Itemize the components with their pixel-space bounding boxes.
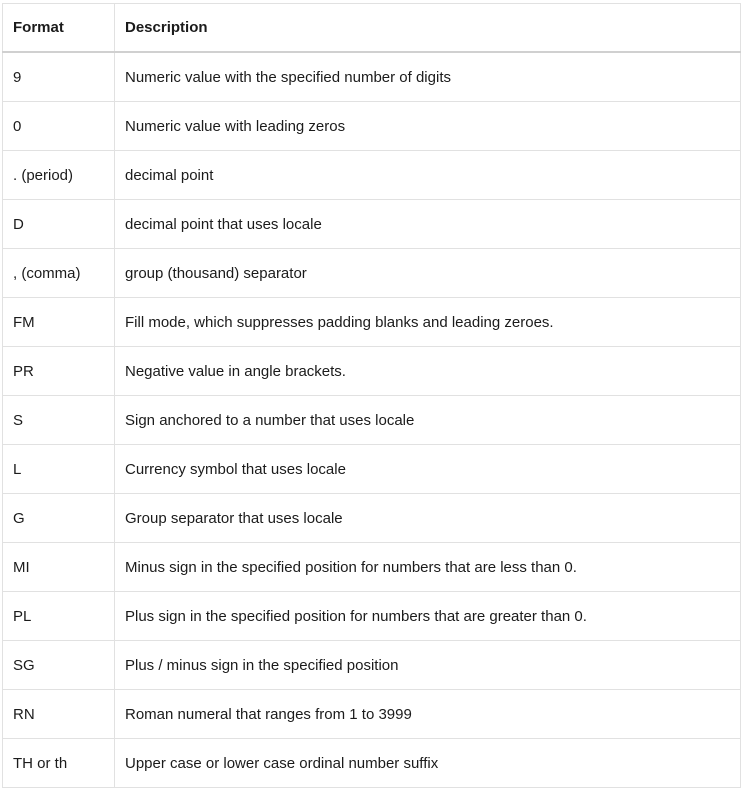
table-row (3, 102, 741, 151)
description-cell: Fill mode, which suppresses padding blanks and leading zeroes. (115, 298, 741, 347)
column-header-format: Format (3, 4, 115, 53)
table-row (3, 347, 741, 396)
format-table-container (2, 3, 740, 788)
description-cell: decimal point that uses locale (115, 200, 741, 249)
format-cell: PL (3, 592, 115, 641)
format-cell: . (period) (3, 151, 115, 200)
format-cell: , (comma) (3, 249, 115, 298)
format-cell: SG (3, 641, 115, 690)
format-cell: MI (3, 543, 115, 592)
description-cell: Numeric value with leading zeros (115, 102, 741, 151)
table-row (3, 445, 741, 494)
format-cell: FM (3, 298, 115, 347)
description-cell: Group separator that uses locale (115, 494, 741, 543)
table-row (3, 52, 741, 102)
description-cell: decimal point (115, 151, 741, 200)
format-cell: PR (3, 347, 115, 396)
table-row (3, 200, 741, 249)
description-cell: Plus / minus sign in the specified position (115, 641, 741, 690)
format-cell: RN (3, 690, 115, 739)
description-cell: Negative value in angle brackets. (115, 347, 741, 396)
description-cell: Sign anchored to a number that uses locale (115, 396, 741, 445)
description-cell: Plus sign in the specified position for numbers that are greater than 0. (115, 592, 741, 641)
table-row (3, 543, 741, 592)
format-cell: G (3, 494, 115, 543)
format-cell: TH or th (3, 739, 115, 788)
description-cell: Minus sign in the specified position for numbers that are less than 0. (115, 543, 741, 592)
table-row (3, 494, 741, 543)
format-cell: D (3, 200, 115, 249)
description-cell: Upper case or lower case ordinal number suffix (115, 739, 741, 788)
table-row (3, 592, 741, 641)
description-cell: Numeric value with the specified number of digits (115, 52, 741, 102)
column-header-description: Description (115, 4, 741, 53)
table-row (3, 151, 741, 200)
table-row (3, 298, 741, 347)
table-row (3, 690, 741, 739)
table-row (3, 249, 741, 298)
description-cell: group (thousand) separator (115, 249, 741, 298)
format-cell: 9 (3, 52, 115, 102)
table-row (3, 739, 741, 788)
description-cell: Currency symbol that uses locale (115, 445, 741, 494)
format-cell: S (3, 396, 115, 445)
table-header-row (3, 4, 741, 53)
table-row (3, 641, 741, 690)
description-cell: Roman numeral that ranges from 1 to 3999 (115, 690, 741, 739)
table-row (3, 396, 741, 445)
format-table (2, 3, 741, 788)
format-cell: 0 (3, 102, 115, 151)
format-cell: L (3, 445, 115, 494)
